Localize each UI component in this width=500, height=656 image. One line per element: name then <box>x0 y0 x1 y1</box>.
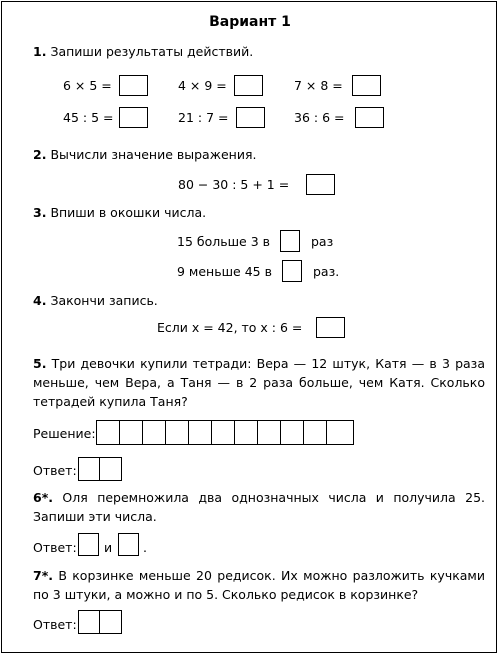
task7-paragraph <box>33 566 485 604</box>
task4-expression: Если x = 42, то x : 6 = <box>157 320 303 335</box>
task1-expr-3: 7 × 8 = <box>294 78 343 93</box>
task6-answer-label: Ответ: <box>33 540 77 555</box>
solution-cell[interactable] <box>212 421 235 444</box>
task5-solution-grid[interactable] <box>96 420 354 445</box>
task1-heading <box>33 44 253 59</box>
task6-answer-box-1[interactable] <box>78 533 99 556</box>
solution-cell[interactable] <box>327 421 350 444</box>
task3-heading <box>33 205 206 220</box>
task6-period: . <box>143 540 147 555</box>
answer-cell[interactable] <box>100 611 121 633</box>
task7-answer-label: Ответ: <box>33 617 77 632</box>
task6-answer-box-2[interactable] <box>118 533 139 556</box>
task1-answer-box-5[interactable] <box>236 107 265 128</box>
task1-expr-2: 4 × 9 = <box>178 78 227 93</box>
task1-answer-box-2[interactable] <box>234 75 263 96</box>
task1-expr-5: 21 : 7 = <box>178 110 229 125</box>
solution-cell[interactable] <box>258 421 281 444</box>
task3-line2-suffix: раз. <box>313 264 340 279</box>
task2-text: Вычисли значение выражения. <box>50 147 257 162</box>
task3-answer-box-2[interactable] <box>282 260 302 282</box>
task4-heading <box>33 293 158 308</box>
task4-answer-box[interactable] <box>316 317 345 338</box>
task6-paragraph <box>33 488 485 526</box>
task6-and-text: и <box>104 540 113 555</box>
task2-number: 2. <box>33 147 47 162</box>
task2-heading <box>33 147 256 162</box>
task1-answer-box-3[interactable] <box>352 75 381 96</box>
task3-line1-suffix: раз <box>311 234 334 249</box>
page-title: Вариант 1 <box>209 14 291 30</box>
task4-number: 4. <box>33 293 47 308</box>
task3-line2-text: 9 меньше 45 в <box>177 264 272 279</box>
task3-line1-text: 15 больше 3 в <box>177 234 270 249</box>
task7-answer-box[interactable] <box>78 610 122 634</box>
task1-number: 1. <box>33 44 47 59</box>
task1-answer-box-4[interactable] <box>119 107 148 128</box>
solution-cell[interactable] <box>120 421 143 444</box>
answer-cell[interactable] <box>79 611 100 633</box>
task5-answer-label: Ответ: <box>33 463 77 478</box>
task5-text: Три девочки купили тетради: Вера — 12 штук, Катя — в 3 раза меньше, чем Вера, а Таня — в 2 раза больше, чем Катя. Сколько тетрадей купила Таня? <box>33 356 485 409</box>
task7-text: В корзинке меньше 20 редисок. Их можно разложить кучками по 3 штуки, а можно и по 5. Сколько редисок в корзинке? <box>33 568 485 602</box>
task1-answer-box-6[interactable] <box>355 107 384 128</box>
task3-text: Впиши в окошки числа. <box>50 205 207 220</box>
task5-paragraph <box>33 354 485 411</box>
task6-text: Оля перемножила два однозначных числа и получила 25. Запиши эти числа. <box>33 490 485 524</box>
task4-text: Закончи запись. <box>50 293 158 308</box>
task5-solution-label: Решение: <box>33 426 96 441</box>
task1-text: Запиши результаты действий. <box>50 44 254 59</box>
task1-expr-6: 36 : 6 = <box>294 110 345 125</box>
task3-answer-box-1[interactable] <box>280 230 300 252</box>
solution-cell[interactable] <box>281 421 304 444</box>
solution-cell[interactable] <box>304 421 327 444</box>
answer-cell[interactable] <box>79 458 100 480</box>
answer-cell[interactable] <box>100 458 121 480</box>
task1-expr-1: 6 × 5 = <box>63 78 112 93</box>
task1-answer-box-1[interactable] <box>119 75 148 96</box>
task6-number: 6*. <box>33 490 53 505</box>
task5-number: 5. <box>33 356 47 371</box>
task7-number: 7*. <box>33 568 53 583</box>
task2-expression: 80 − 30 : 5 + 1 = <box>178 177 290 192</box>
task2-answer-box[interactable] <box>306 174 335 195</box>
solution-cell[interactable] <box>97 421 120 444</box>
task1-expr-4: 45 : 5 = <box>63 110 114 125</box>
task3-number: 3. <box>33 205 47 220</box>
solution-cell[interactable] <box>189 421 212 444</box>
solution-cell[interactable] <box>143 421 166 444</box>
task5-answer-box[interactable] <box>78 457 122 481</box>
solution-cell[interactable] <box>235 421 258 444</box>
solution-cell[interactable] <box>166 421 189 444</box>
